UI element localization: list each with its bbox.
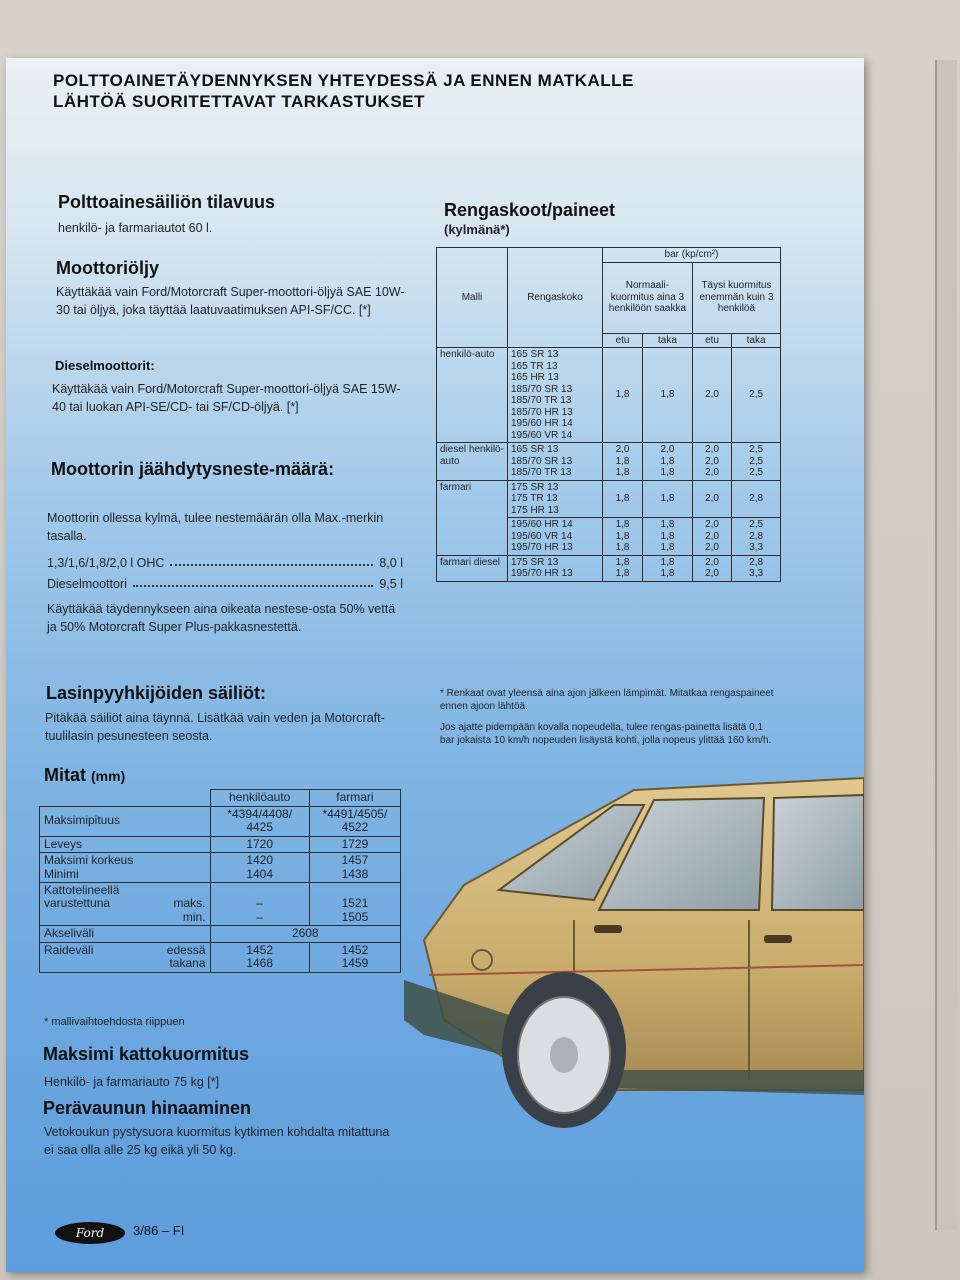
tire-size-cell: 175 SR 13 195/70 HR 13 <box>508 555 603 581</box>
coolant-row-value: 9,5 l <box>379 577 403 591</box>
pressure-cell: 1,8 1,8 1,8 <box>643 518 693 556</box>
fuel-text: henkilö- ja farmariautot 60 l. <box>58 221 213 235</box>
value-line: 1457 <box>341 853 369 867</box>
cell-value: 2608 <box>210 926 401 943</box>
table-row <box>40 806 401 836</box>
oil-title: Moottoriöljy <box>56 258 159 278</box>
row-sub-label: takana <box>169 956 206 970</box>
model-cell: henkilö-auto <box>437 348 508 443</box>
column-header: henkilöauto <box>210 790 309 807</box>
value-line: 1452 <box>341 942 369 957</box>
cell-value <box>309 853 400 883</box>
table-row <box>40 926 401 943</box>
row-label <box>40 883 211 926</box>
coolant-note: Käyttäkää täydennykseen aina oikeata nestese-osta 50% vettä ja 50% Motorcraft Super Plus-pakkasnestettä. <box>47 602 396 634</box>
column-header: Rengaskoko <box>508 248 603 348</box>
cell-value <box>309 942 400 972</box>
cell-value <box>210 853 309 883</box>
value-line: – <box>256 896 263 910</box>
tire-size-cell: 175 SR 13 175 TR 13 175 HR 13 <box>508 480 603 518</box>
row-label <box>40 853 211 883</box>
value-line: 1404 <box>246 866 274 881</box>
pressure-cell: 1,8 1,8 <box>603 555 643 581</box>
value-line: 1452 <box>246 942 274 957</box>
value-line: – <box>256 909 263 924</box>
column-header: Täysi kuormitus enemmän kuin 3 henkilöä <box>692 262 780 333</box>
row-label: Maksimipituus <box>40 806 211 836</box>
value-line: 1438 <box>341 866 369 881</box>
coolant-row-label: Dieselmoottori <box>47 577 127 591</box>
cell-value <box>210 942 309 972</box>
coolant-row-ohc <box>47 556 403 570</box>
pressure-cell: 2,8 <box>732 480 781 518</box>
table-row <box>40 836 401 853</box>
table-row <box>40 883 401 926</box>
cell-value: *4491/4505/ 4522 <box>309 806 400 836</box>
pressure-cell: 2,0 1,8 1,8 <box>643 443 693 481</box>
tire-size-cell: 195/60 HR 14 195/60 VR 14 195/70 HR 13 <box>508 518 603 556</box>
table-header-row <box>40 790 401 807</box>
tire-size-cell: 165 SR 13 185/70 SR 13 185/70 TR 13 <box>508 443 603 481</box>
row-sub-label: edessä <box>166 942 206 957</box>
model-cell: farmari <box>437 480 508 555</box>
washer-text: Pitäkää säiliöt aina täynnä. Lisätkää vain veden ja Motorcraft-tuulilasin pesunesteen seosta. <box>45 711 385 743</box>
towing-text: Vetokoukun pystysuora kuormitus kytkimen kohdalta mitattuna ei saa olla alle 25 kg eikä yli 50 kg. <box>44 1125 390 1157</box>
table-row <box>437 443 781 481</box>
value-line: 1459 <box>341 956 369 970</box>
pressure-cell: 2,5 2,8 3,3 <box>732 518 781 556</box>
tire-pressure-table <box>436 247 781 582</box>
mitat-unit: (mm) <box>91 768 126 784</box>
pressure-cell: 2,0 1,8 1,8 <box>603 443 643 481</box>
column-header: Normaali-kuormitus aina 3 henkilöön saakka <box>603 262 693 333</box>
fuel-title: Polttoainesäiliön tilavuus <box>58 192 276 212</box>
tires-subtitle: (kylmänä*) <box>444 222 510 237</box>
table-row <box>437 555 781 581</box>
pressure-cell: 1,8 <box>643 348 693 443</box>
tire-size-cell: 165 SR 13 165 TR 13 165 HR 13 185/70 SR 13 185/70 TR 13 185/70 HR 13 195/60 HR 14 195/60 VR 14 <box>508 348 603 443</box>
tires-title: Rengaskoot/paineet <box>444 200 616 220</box>
unit-header: bar (kp/cm²) <box>603 248 781 263</box>
mitat-title <box>44 764 125 787</box>
roof-load-text: Henkilö- ja farmariauto 75 kg [*] <box>44 1075 220 1089</box>
column-header: Malli <box>437 248 508 348</box>
dot-leader <box>170 556 373 566</box>
table-header-row <box>437 248 781 263</box>
car-illustration <box>404 770 864 1180</box>
pressure-cell: 1,8 <box>603 480 643 518</box>
dot-leader <box>133 577 373 587</box>
row-label-line: Raideväli <box>44 942 94 957</box>
row-sub-label: min. <box>182 909 206 924</box>
row-label-line: Maksimi korkeus <box>44 853 134 867</box>
coolant-title: Moottorin jäähdytysneste-määrä: <box>51 459 335 479</box>
coolant-row-label: 1,3/1,6/1,8/2,0 l OHC <box>47 556 165 570</box>
adjacent-page-edge <box>935 60 957 1230</box>
oil-text: Käyttäkää vain Ford/Motorcraft Super-moottori-öljyä SAE 10W-30 tai öljyä, joka täyttää laatuvaatimuksen API-SF/CC. [*] <box>56 285 405 317</box>
table-row <box>40 942 401 972</box>
pressure-cell: 2,0 2,0 2,0 <box>692 518 731 556</box>
row-label-line: Minimi <box>44 866 79 881</box>
pressure-cell: 1,8 1,8 1,8 <box>603 518 643 556</box>
ford-logo: Ford <box>55 1222 125 1244</box>
roof-load-title: Maksimi kattokuormitus <box>43 1044 250 1064</box>
pressure-cell: 2,5 2,5 2,5 <box>732 443 781 481</box>
table-row <box>437 348 781 443</box>
value-line: 1505 <box>341 909 369 924</box>
pressure-cell: 2,0 2,0 <box>692 555 731 581</box>
dimensions-note: * mallivaihtoehdosta riippuen <box>44 1016 185 1028</box>
empty-header-cell <box>40 790 211 807</box>
towing-title: Perävaunun hinaaminen <box>43 1098 252 1118</box>
model-cell: diesel henkilö-auto <box>437 443 508 481</box>
row-sub-label: maks. <box>173 896 206 910</box>
coolant-row-value: 8,0 l <box>379 556 403 570</box>
column-header: taka <box>643 333 693 348</box>
row-label: Akseliväli <box>40 926 211 943</box>
value-line: 1468 <box>246 956 274 970</box>
pressure-cell: 1,8 <box>643 480 693 518</box>
publication-code: 3/86 – FI <box>133 1223 185 1238</box>
model-cell: farmari diesel <box>437 555 508 581</box>
pressure-cell: 2,0 <box>692 348 731 443</box>
page-headline: POLTTOAINETÄYDENNYKSEN YHTEYDESSÄ JA ENNEN MATKALLE LÄHTÖÄ SUORITETTAVAT TARKASTUKSET <box>53 71 634 111</box>
diesel-oil-text: Käyttäkää vain Ford/Motorcraft Super-moottori-öljyä SAE 15W-40 tai luokan API-SE/CD- tai SF/CD-öljyä. [*] <box>52 382 401 414</box>
column-header: taka <box>732 333 781 348</box>
coolant-intro: Moottorin ollessa kylmä, tulee nestemäärän olla Max.-merkin tasalla. <box>47 511 384 543</box>
coolant-row-diesel <box>47 577 403 591</box>
diesel-oil-title: Dieselmoottorit: <box>55 358 155 373</box>
mitat-title-text: Mitat <box>44 765 86 785</box>
tire-note-warm: * Renkaat ovat yleensä aina ajon jälkeen lämpimät. Mitatkaa rengaspaineet ennen ajoon lähtöä. <box>440 688 774 712</box>
column-header: etu <box>692 333 731 348</box>
cell-value: *4394/4408/ 4425 <box>210 806 309 836</box>
row-label-line: Kattotelineellä varustettuna <box>44 883 120 910</box>
pressure-cell: 1,8 1,8 <box>643 555 693 581</box>
pressure-cell: 2,0 2,0 2,0 <box>692 443 731 481</box>
value-line: 1521 <box>341 896 369 910</box>
dimensions-table <box>39 789 401 973</box>
table-row <box>437 480 781 518</box>
table-row <box>40 853 401 883</box>
tire-note-speed: Jos ajatte pidempään kovalla nopeudella, tulee rengas-painetta lisätä 0,1 bar jokaista 10 km/h nopeuden lisäystä kohti, jolla nopeus ylittää 160 km/h. <box>440 722 772 746</box>
pressure-cell: 2,0 <box>692 480 731 518</box>
pressure-cell: 1,8 <box>603 348 643 443</box>
washer-title: Lasinpyyhkijöiden säiliöt: <box>46 683 267 703</box>
cell-value: 1729 <box>309 836 400 853</box>
cell-value <box>309 883 400 926</box>
cell-value: 1720 <box>210 836 309 853</box>
pressure-cell: 2,5 <box>732 348 781 443</box>
value-line: 1420 <box>246 853 274 867</box>
pressure-cell: 2,8 3,3 <box>732 555 781 581</box>
cell-value <box>210 883 309 926</box>
row-label: Leveys <box>40 836 211 853</box>
column-header: farmari <box>309 790 400 807</box>
column-header: etu <box>603 333 643 348</box>
row-label <box>40 942 211 972</box>
